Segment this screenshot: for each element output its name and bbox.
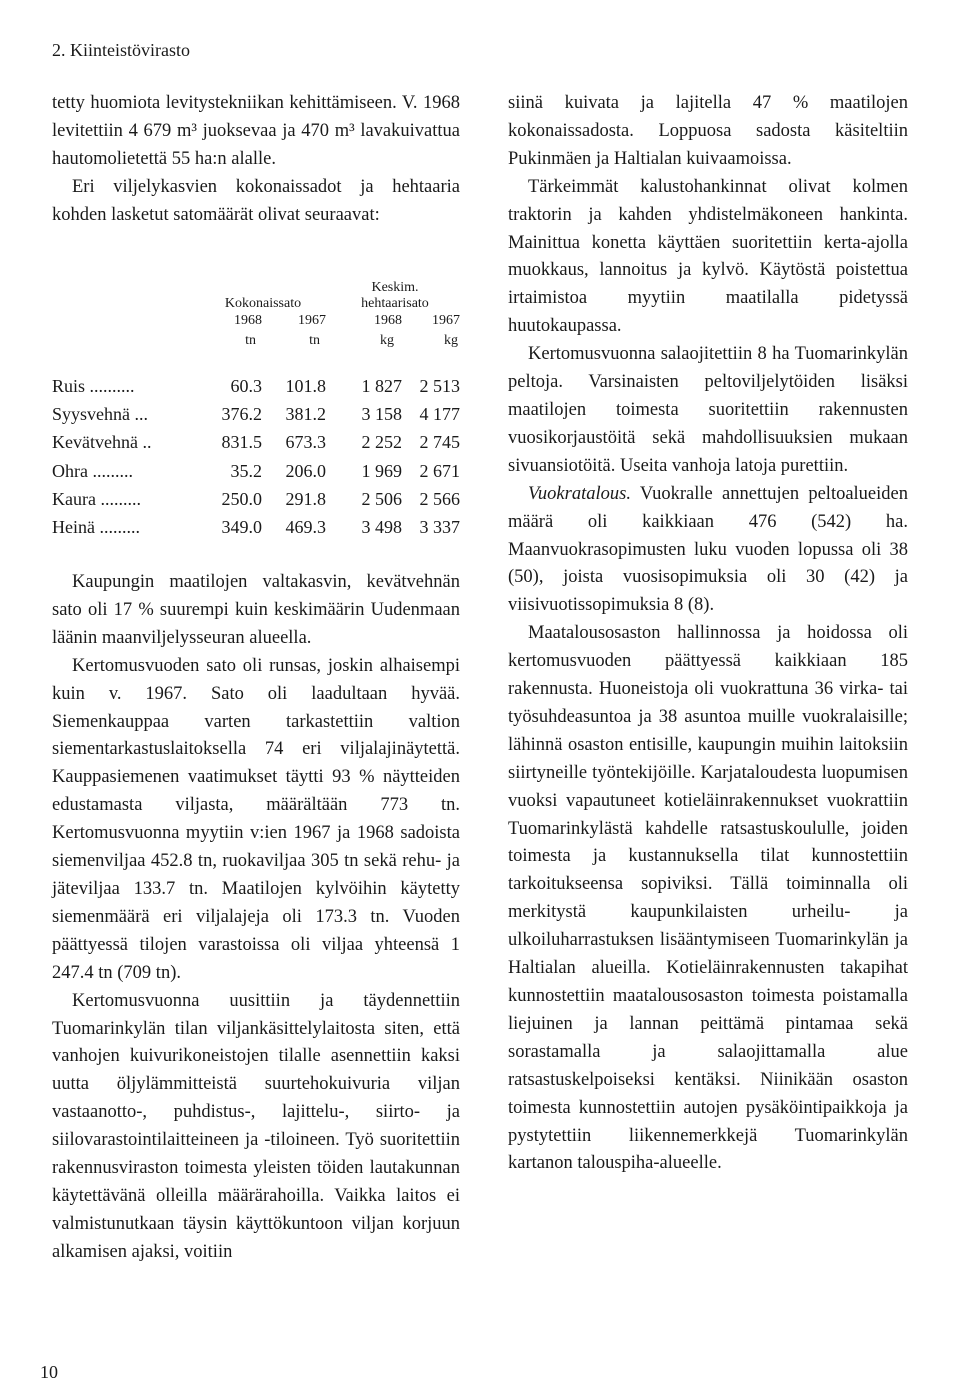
left-column-top <box>52 90 460 230</box>
paragraph: Tärkeimmät kalustohankinnat olivat kolmen traktorin ja kahden yhdistelmäkoneen hankinta. Mainittua konetta käyttäen suoritettiin kerta-ajolla muokkaus, lannoitus ja kylvö. Käytöstä poistettua irtaimistoa myytiin maatilalla pidetyssä huutokaupassa. <box>508 176 908 337</box>
run-in-heading: Vuokratalous. <box>528 483 631 504</box>
per-ha-1968: 3 158 <box>361 404 402 425</box>
per-ha-1967: 2 671 <box>419 460 460 481</box>
group2-header-line2: hehtaarisato <box>361 296 429 311</box>
total-1968: 376.2 <box>221 404 262 425</box>
per-ha-1968: 1 969 <box>361 460 402 481</box>
total-1968: 35.2 <box>230 460 262 481</box>
per-ha-1967: 2 513 <box>419 376 460 396</box>
crop-name: Kaura ......... <box>52 488 141 509</box>
per-ha-1967: 2 745 <box>419 432 460 453</box>
total-1967: 381.2 <box>285 404 326 425</box>
total-1968: 831.5 <box>221 432 262 453</box>
paragraph: siinä kuivata ja lajitella 47 % maatilojen kokonaissadosta. Loppuosa sadosta käsiteltiin Pukinmäen ja Haltialan kuivaamoissa. <box>508 93 908 169</box>
year-header: 1967 <box>298 313 326 328</box>
per-ha-1968: 1 827 <box>361 376 402 396</box>
paragraph-with-heading <box>508 481 908 621</box>
per-ha-1967: 2 566 <box>419 488 460 509</box>
paragraph: Kertomusvuonna uusittiin ja täydennettiin Tuomarinkylän tilan viljankäsittelylaitosta siten, että vanhojen kuivurikoneistojen tilalle asennettiin kaksi uutta öljylämmitteistä suurtehokuivuria viljan vastaanotto-, puhdistus-, lajittelu-, siirto- ja siilovarastointilaitteineen ja -tiloineen. Työ suoritettiin rakennusviraston toimesta yleisten töiden lautakunnan käytettävänä olleilla määrärahoilla. Vaikka laitos ei valmistunutkaan täysin käyttökuntoon viljan korjuun alkamisen ajaksi, voitiin <box>52 990 460 1262</box>
crop-name: Kevätvehnä .. <box>52 432 152 453</box>
year-header: 1968 <box>374 313 402 328</box>
table-row <box>52 457 462 485</box>
total-1968: 60.3 <box>230 376 262 396</box>
yield-rows <box>52 372 462 541</box>
left-column-bottom <box>52 569 460 1267</box>
per-ha-1967: 4 177 <box>419 404 460 425</box>
paragraph: Kaupungin maatilojen valtakasvin, kevätvehnän sato oli 17 % suurempi kuin keskimäärin Uudenmaan läänin maanviljelysseuran alueella. <box>52 572 460 648</box>
unit-header: kg <box>380 333 394 348</box>
total-1967: 206.0 <box>285 460 326 481</box>
total-1967: 469.3 <box>285 516 326 537</box>
total-1967: 101.8 <box>285 376 326 396</box>
per-ha-1967: 3 337 <box>419 516 460 537</box>
per-ha-1968: 2 252 <box>361 432 402 453</box>
yield-intro-paragraph: Eri viljelykasvien kokonaissadot ja hehtaaria kohden lasketut satomäärät olivat seuraavat: <box>52 176 460 225</box>
group2-header-line1: Keskim. <box>371 280 419 295</box>
unit-header: tn <box>245 333 256 348</box>
table-row <box>52 428 462 456</box>
table-row <box>52 400 462 428</box>
intro-paragraph: tetty huomiota levitystekniikan kehittämiseen. V. 1968 levitettiin 4 679 m³ juoksevaa ja 470 m³ lavakuivattua hautomolietettä 55 ha:n alalle. <box>52 93 460 169</box>
table-row <box>52 485 462 513</box>
unit-header: kg <box>444 333 458 348</box>
section-header: 2. Kiinteistövirasto <box>52 40 190 60</box>
unit-header: tn <box>309 333 320 348</box>
total-1967: 291.8 <box>285 488 326 509</box>
total-1968: 250.0 <box>221 488 262 509</box>
group1-header: Kokonaissato <box>224 296 302 311</box>
year-header: 1968 <box>234 313 262 328</box>
paragraph-body: Vuokralle annettujen peltoalueiden määrä oli kaikkiaan 476 (542) ha. Maanvuokrasopimusten luku vuoden lopussa oli 38 (50), joista vuosisopimuksia oli 30 (42) ja viisivuotissopimuksia 8 (8). <box>508 483 908 616</box>
total-1967: 673.3 <box>285 432 326 453</box>
page-number: 10 <box>40 1362 58 1382</box>
crop-name: Heinä ......... <box>52 516 140 537</box>
table-row <box>52 513 462 541</box>
crop-name: Ohra ......... <box>52 460 133 481</box>
per-ha-1968: 2 506 <box>361 488 402 509</box>
per-ha-1968: 3 498 <box>361 516 402 537</box>
paragraph: Kertomusvuonna salaojitettiin 8 ha Tuomarinkylän peltoja. Varsinaisten peltoviljelytöiden lisäksi maatilojen toimesta suoritettiin rakennusten vuosikorjaustöitä sekä mahdollisuuksien mukaan sivuansiotöitä. Useita vanhoja latoja purettiin. <box>508 344 908 476</box>
year-header: 1967 <box>432 313 460 328</box>
paragraph: Kertomusvuoden sato oli runsas, joskin alhaisempi kuin v. 1967. Sato oli laadultaan hyvää. Siemenkauppaa varten tarkastettiin valtion siementarkastuslaitoksella 74 eri viljalajinäytettä. Kauppasiemenen vaatimukset täytti 93 % näytteiden edustamasta viljasta, määrältään 773 tn. Kertomusvuonna myytiin v:ien 1967 ja 1968 sadoista siemenviljaa 452.8 tn, ruokaviljaa 305 tn sekä rehu- ja jäteviljaa 133.7 tn. Maatilojen kylvöihin käytetty siemenmäärä eri viljalajeja oli 173.3 tn. Vuoden päättyessä tilojen varastoissa oli viljaa yhteensä 1 247.4 tn (709 tn). <box>52 655 460 983</box>
right-column <box>508 90 908 1178</box>
crop-name: Syysvehnä ... <box>52 404 148 425</box>
crop-name: Ruis .......... <box>52 376 135 396</box>
paragraph: Maatalousosaston hallinnossa ja hoidossa oli kertomusvuoden päättyessä kaikkiaan 185 rakennusta. Huoneistoja oli vuokrattuna 36 virka- tai työsuhdeasuntoa ja 38 asuntoa muille vuokralaisille; lähinnä osaston entisille, kaupungin muihin laitoksiin siirtyneille työntekijöille. Karjataloudesta luopumisen vuoksi vapautuneet kotieläinrakennukset vuokrattiin Tuomarinkylästä kahdelle ratsastuskoululle, joiden toimesta ja kustannuksella tilat kunnostettiin tarkoitukseensa sopiviksi. Tällä toiminnalla oli merkitystä kaupunkilaisten urheilu- ja ulkoiluharrastuksen lisääntymiseen Tuomarinkylän ja Haltialan alueilla. Kotieläinrakennusten takapihat kunnostettiin maatalousosaston toimesta poistamalla liejuinen ja lannan peittämä pintamaa sekä sorastamalla ja salaojittamalla alue ratsastuskelpoiseksi kentäksi. Niinikään osaston toimesta kunnostettiin autojen pysäköintipaikkoja ja pystytettiin liikennemerkkejä Tuomarinkylän kartanon talouspiha-alueelle. <box>508 623 908 1174</box>
table-row <box>52 372 462 400</box>
total-1968: 349.0 <box>221 516 262 537</box>
